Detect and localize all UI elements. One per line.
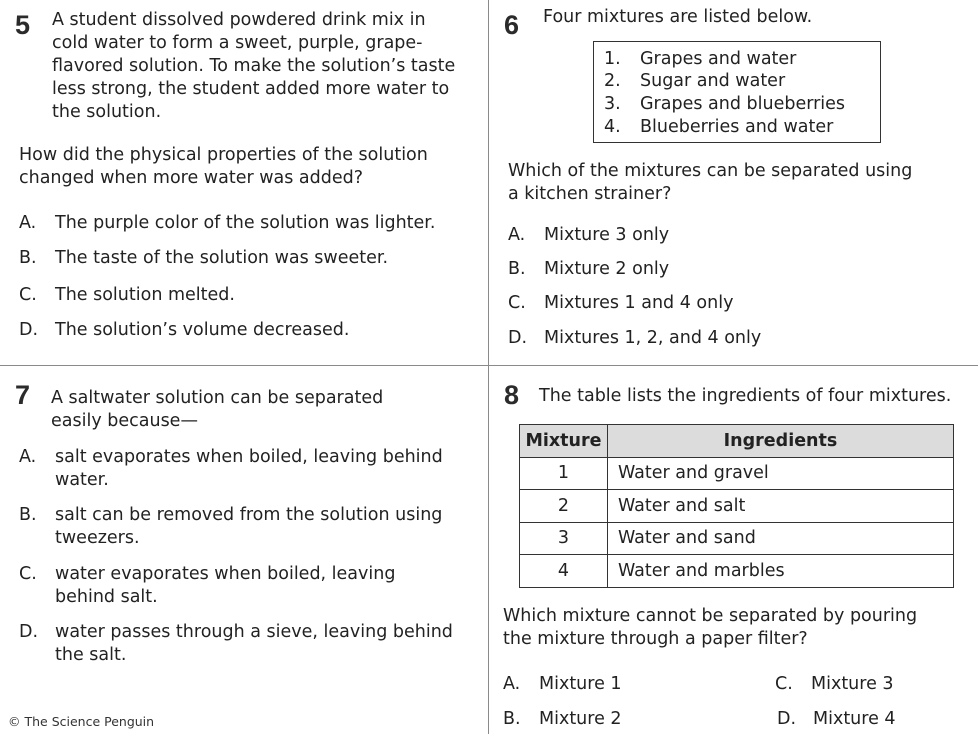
list-text: Grapes and water: [640, 49, 797, 69]
option-line: behind salt.: [55, 587, 158, 607]
q7-option-b[interactable]: [19, 504, 479, 550]
cell-ingredients: Water and gravel: [608, 457, 954, 490]
option-text: The solution melted.: [55, 285, 235, 305]
q5-option-a[interactable]: [19, 212, 479, 235]
option-letter: C.: [19, 285, 37, 305]
q5-option-d[interactable]: [19, 319, 479, 342]
option-text: [55, 446, 443, 492]
option-text: Mixture 1: [539, 674, 622, 694]
option-letter: B.: [19, 505, 37, 525]
table-row: [520, 457, 954, 490]
cell-mixture: 3: [520, 522, 608, 555]
q7-option-a[interactable]: [19, 446, 479, 492]
q5-number: 5: [15, 10, 31, 40]
q5-stem-line: less strong, the student added more water to: [52, 79, 450, 99]
q8-option-c[interactable]: [775, 673, 965, 696]
option-letter: D.: [508, 328, 528, 348]
option-text: [55, 504, 442, 550]
option-line: water.: [55, 470, 109, 490]
q6-number: 6: [504, 10, 520, 40]
q5-stem-line: cold water to form a sweet, purple, grape-: [52, 33, 423, 53]
q6-option-d[interactable]: [508, 327, 948, 350]
cell-mixture: 4: [520, 555, 608, 588]
q7-option-c[interactable]: [19, 563, 479, 609]
option-line: water passes through a sieve, leaving behind: [55, 622, 453, 642]
q5-question: [19, 144, 428, 190]
q7-option-d[interactable]: [19, 621, 479, 667]
option-text: Mixture 3 only: [544, 225, 670, 245]
cell-ingredients: Water and sand: [608, 522, 954, 555]
option-text: Mixtures 1 and 4 only: [544, 293, 734, 313]
option-letter: A.: [19, 447, 37, 467]
q6-question-line: Which of the mixtures can be separated using: [508, 161, 913, 181]
column-header-mixture: Mixture: [520, 425, 608, 458]
list-text: Grapes and blueberries: [640, 94, 846, 114]
cell-mixture: 1: [520, 457, 608, 490]
q7-stem-line: A saltwater solution can be separated: [51, 388, 384, 408]
option-letter: B.: [503, 709, 521, 729]
list-number: 4.: [604, 117, 621, 137]
cell-mixture: 2: [520, 490, 608, 523]
q6-option-c[interactable]: [508, 292, 948, 315]
list-number: 1.: [604, 49, 621, 69]
option-letter: C.: [19, 564, 37, 584]
option-text: The solution’s volume decreased.: [55, 320, 350, 340]
cell-ingredients: Water and marbles: [608, 555, 954, 588]
option-line: the salt.: [55, 645, 127, 665]
option-letter: D.: [19, 320, 39, 340]
option-letter: D.: [777, 709, 797, 729]
table-row: [520, 555, 954, 588]
list-text: Blueberries and water: [640, 117, 834, 137]
q5-option-b[interactable]: [19, 247, 479, 270]
horizontal-divider: [0, 365, 978, 366]
option-text: The taste of the solution was sweeter.: [55, 248, 389, 268]
table-row: [520, 522, 954, 555]
list-number: 2.: [604, 71, 621, 91]
mixture-list-box: [593, 41, 881, 143]
option-line: water evaporates when boiled, leaving: [55, 564, 396, 584]
option-text: Mixture 3: [811, 674, 894, 694]
table-row: [520, 490, 954, 523]
q8-option-d[interactable]: [777, 708, 967, 731]
q8-question: [503, 605, 917, 651]
option-line: salt can be removed from the solution using: [55, 505, 443, 525]
q8-stem: The table lists the ingredients of four mixtures.: [539, 386, 952, 406]
q7-number: 7: [15, 380, 31, 410]
option-letter: B.: [508, 259, 526, 279]
cell-ingredients: Water and salt: [608, 490, 954, 523]
q7-stem: [51, 387, 383, 433]
option-text: Mixture 2: [539, 709, 622, 729]
option-letter: A.: [508, 225, 526, 245]
option-text: The purple color of the solution was lighter.: [55, 213, 436, 233]
vertical-divider: [488, 0, 489, 734]
q6-option-a[interactable]: [508, 224, 948, 247]
column-header-ingredients: Ingredients: [608, 425, 954, 458]
q6-question-line: a kitchen strainer?: [508, 184, 672, 204]
q6-option-b[interactable]: [508, 258, 948, 281]
q7-stem-line: easily because—: [51, 411, 198, 431]
q5-option-c[interactable]: [19, 284, 479, 307]
q8-option-b[interactable]: [503, 708, 723, 731]
option-letter: D.: [19, 622, 39, 642]
option-text: Mixture 2 only: [544, 259, 670, 279]
copyright-footer: © The Science Penguin: [8, 714, 155, 729]
list-text: Sugar and water: [640, 71, 786, 91]
q6-question: [508, 160, 912, 206]
q8-question-line: Which mixture cannot be separated by pouring: [503, 606, 918, 626]
table-header-row: [520, 425, 954, 458]
option-letter: A.: [503, 674, 521, 694]
list-number: 3.: [604, 94, 621, 114]
option-text: Mixtures 1, 2, and 4 only: [544, 328, 762, 348]
option-letter: C.: [508, 293, 526, 313]
q5-question-line: How did the physical properties of the solution: [19, 145, 428, 165]
q5-stem: [52, 9, 455, 124]
q5-stem-line: the solution.: [52, 102, 162, 122]
option-letter: B.: [19, 248, 37, 268]
ingredients-table: [519, 424, 954, 588]
q5-stem-line: A student dissolved powdered drink mix in: [52, 10, 426, 30]
option-letter: A.: [19, 213, 37, 233]
q5-stem-line: flavored solution. To make the solution’s taste: [52, 56, 456, 76]
q8-number: 8: [504, 380, 520, 410]
option-line: salt evaporates when boiled, leaving behind: [55, 447, 443, 467]
q8-question-line: the mixture through a paper filter?: [503, 629, 808, 649]
option-letter: C.: [775, 674, 793, 694]
option-text: Mixture 4: [813, 709, 896, 729]
option-text: [55, 621, 453, 667]
q6-stem: Four mixtures are listed below.: [543, 7, 813, 27]
option-line: tweezers.: [55, 528, 140, 548]
option-text: [55, 563, 395, 609]
q8-option-a[interactable]: [503, 673, 723, 696]
q5-question-line: changed when more water was added?: [19, 168, 364, 188]
